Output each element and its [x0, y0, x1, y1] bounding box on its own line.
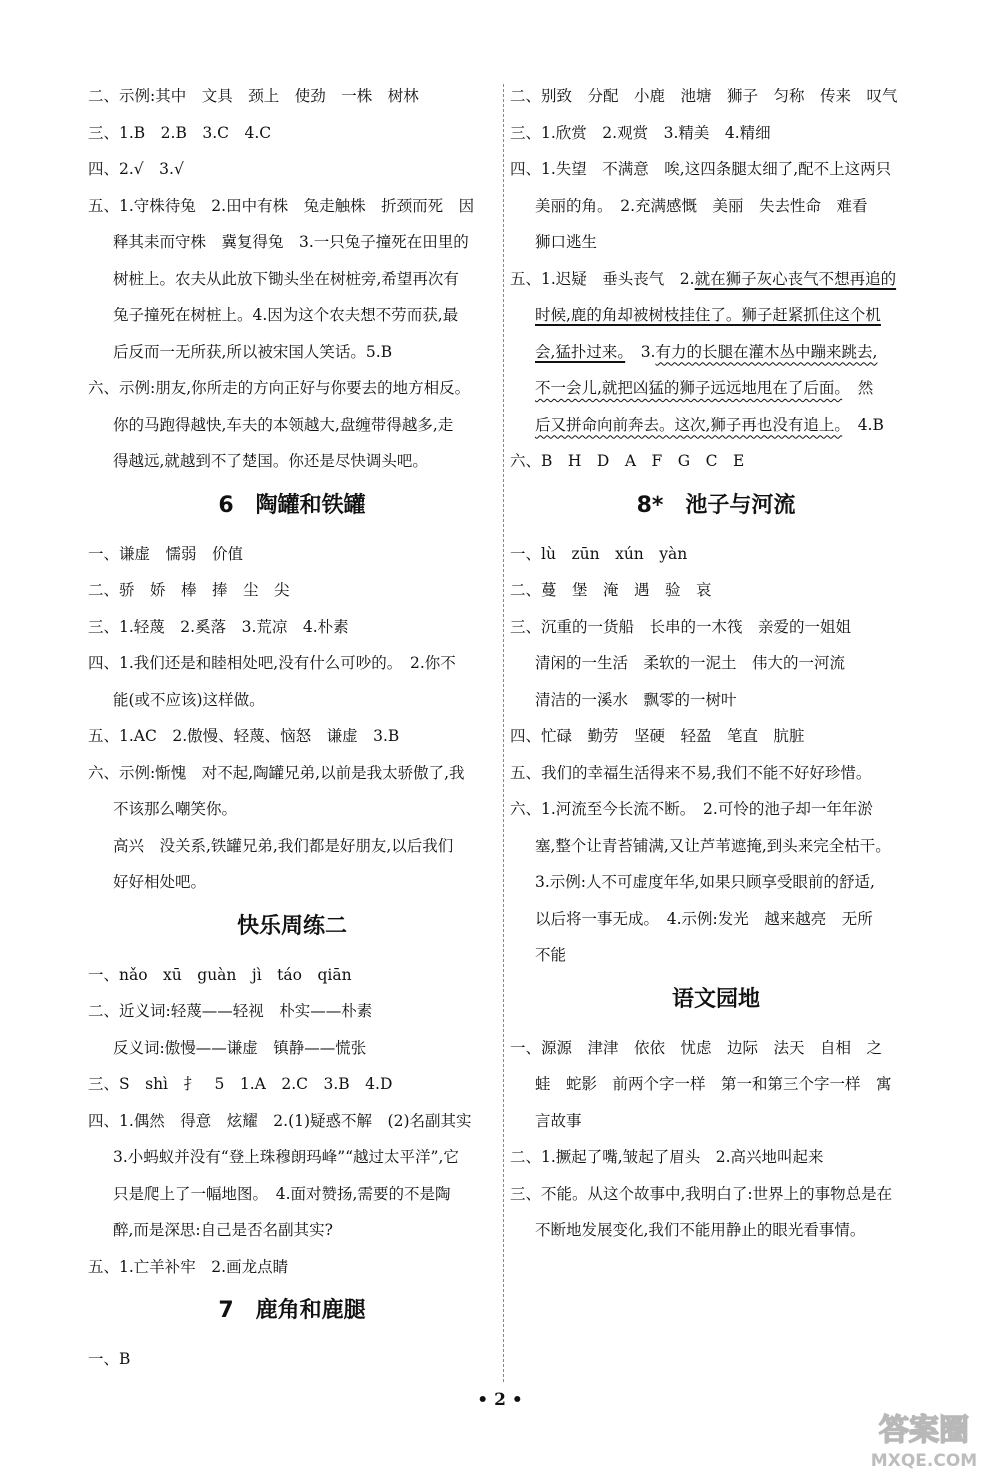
answer-text: 五、1.迟疑 垂头丧气 2. — [510, 269, 695, 288]
watermark-text: 答案圈 — [879, 1413, 969, 1448]
answer-line: 二、1.撅起了嘴,皱起了眉头 2.高兴地叫起来 — [510, 1148, 824, 1166]
answer-line: 四、1.我们还是和睦相处吧,没有什么可吵的。 2.你不 — [88, 654, 456, 672]
answer-line: 美丽的角。 2.充满感慨 美丽 失去性命 难看 — [535, 196, 868, 215]
answer-line: 释其耒而守株 冀复得兔 3.一只兔子撞死在田里的 — [113, 233, 469, 251]
answer-line: 三、1.B 2.B 3.C 4.C — [88, 123, 272, 142]
answer-line: 二、示例:其中 文具 颈上 使劲 一株 树林 — [88, 87, 419, 105]
underlined-text: 时候,鹿的角却被树枝挂住了。狮子赶紧抓住这个机 — [535, 306, 881, 324]
underlined-text: 就在狮子灰心丧气不想再追的 — [694, 269, 897, 288]
answer-line: 只是爬上了一幅地图。 4.面对赞扬,需要的不是陶 — [113, 1184, 451, 1203]
section-heading: 6 陶罐和铁罐 — [218, 492, 366, 518]
answer-line: 六、1.河流至今长流不断。 2.可怜的池子却一年年淤 — [510, 800, 873, 818]
column-divider — [503, 84, 504, 1382]
answer-line: 言故事 — [535, 1111, 582, 1130]
page-number: • 2 • — [477, 1390, 523, 1410]
answer-line: 一、谦虚 懦弱 价值 — [88, 544, 244, 563]
answer-line: 不断地发展变化,我们不能用静止的眼光看事情。 — [535, 1221, 866, 1239]
answer-line: 好好相处吧。 — [113, 873, 207, 891]
section-heading: 8* 池子与河流 — [636, 492, 796, 518]
answer-text: 4.B — [842, 415, 884, 434]
answer-text: 3. — [625, 342, 656, 361]
watermark-logo — [854, 1406, 994, 1472]
answer-line: 二、蔓 堡 淹 遇 验 哀 — [510, 581, 712, 599]
answer-line: 五、1.守株待兔 2.田中有株 兔走触株 折颈而死 因 — [88, 196, 475, 215]
answer-line — [510, 370, 922, 407]
answer-line — [510, 297, 922, 334]
answer-line: 一、nǎo xū guàn jì táo qiān — [88, 965, 352, 984]
wavy-underlined-text: 后又拼命向前奔去。这次,狮子再也没有追上。 — [535, 415, 843, 434]
answer-line: 二、近义词:轻蔑——轻视 朴实——朴素 — [88, 1002, 373, 1020]
answer-line: 二、骄 娇 棒 捧 尘 尖 — [88, 581, 290, 599]
answer-line: 二、别致 分配 小鹿 池塘 狮子 匀称 传来 叹气 — [510, 87, 898, 105]
answer-line — [510, 334, 922, 371]
underlined-text: 会,猛扑过来。 — [535, 342, 626, 361]
answer-text: 然 — [842, 379, 874, 397]
answer-line: 清闲的一生活 柔软的一泥土 伟大的一河流 — [535, 654, 846, 672]
answer-line: 五、1.AC 2.傲慢、轻蔑、恼怒 谦虚 3.B — [88, 727, 400, 745]
answer-line: 四、忙碌 勤劳 坚硬 轻盈 笔直 肮脏 — [510, 727, 805, 745]
wavy-underlined-text: 有力的长腿在灌木丛中蹦来跳去, — [655, 342, 878, 361]
answer-line: 六、B H D A F G C E — [510, 452, 745, 470]
answer-line: 狮口逃生 — [535, 233, 598, 251]
answer-line: 蛙 蛇影 前两个字一样 第一和第三个字一样 寓 — [535, 1075, 892, 1093]
answer-line: 一、源源 津津 依依 忧虑 边际 法天 自相 之 — [510, 1038, 883, 1057]
answer-line: 不该那么嘲笑你。 — [113, 800, 238, 818]
answer-line: 3.小蚂蚁并没有“登上珠穆朗玛峰”“越过太平洋”,它 — [113, 1148, 459, 1166]
answer-line: 不能 — [535, 946, 567, 964]
answer-line: 三、不能。从这个故事中,我明白了:世界上的事物总是在 — [510, 1184, 893, 1203]
answer-line: 树桩上。农夫从此放下锄头坐在树桩旁,希望再次有 — [113, 269, 459, 288]
answer-line: 醉,而是深思:自己是否名副其实? — [113, 1221, 333, 1239]
answer-line: 三、S shì 扌 5 1.A 2.C 3.B 4.D — [88, 1075, 393, 1093]
answer-line: 五、1.亡羊补牢 2.画龙点睛 — [88, 1257, 289, 1276]
answer-line: 你的马跑得越快,车夫的本领越大,盘缠带得越多,走 — [113, 415, 454, 434]
section-heading: 语文园地 — [671, 986, 760, 1012]
answer-line: 五、我们的幸福生活得来不易,我们不能不好好珍惜。 — [510, 763, 872, 782]
answer-line — [510, 261, 922, 298]
answer-line: 3.示例:人不可虚度年华,如果只顾享受眼前的舒适, — [535, 873, 875, 891]
answer-line: 四、1.偶然 得意 炫耀 2.(1)疑惑不解 (2)名副其实 — [88, 1111, 472, 1130]
answer-line: 四、2.√ 3.√ — [88, 160, 184, 178]
answer-line: 兔子撞死在树桩上。4.因为这个农夫想不劳而获,最 — [113, 306, 459, 324]
left-column — [88, 78, 496, 1378]
answer-line: 六、示例:惭愧 对不起,陶罐兄弟,以前是我太骄傲了,我 — [88, 763, 465, 782]
wavy-underlined-text: 不一会儿,就把凶猛的狮子远远地甩在了后面。 — [535, 379, 843, 397]
section-heading: 快乐周练二 — [236, 913, 347, 939]
answer-line: 六、示例:朋友,你所走的方向正好与你要去的地方相反。 — [88, 379, 471, 397]
answer-line: 得越远,就越到不了楚国。你还是尽快调头吧。 — [113, 452, 428, 470]
answer-line: 一、B — [88, 1350, 131, 1368]
answer-line: 塞,整个让青苔铺满,又让芦苇遮掩,到头来完全枯干。 — [535, 836, 891, 855]
answer-line: 清洁的一溪水 飘零的一树叶 — [535, 690, 737, 709]
answer-line: 一、lù zūn xún yàn — [510, 544, 688, 563]
answer-line: 能(或不应该)这样做。 — [113, 690, 265, 709]
answer-line: 以后将一事无成。 4.示例:发光 越来越亮 无所 — [535, 909, 873, 928]
answer-line — [510, 407, 922, 444]
answer-line: 四、1.失望 不满意 唉,这四条腿太细了,配不上这两只 — [510, 160, 892, 178]
answer-line: 三、1.欣赏 2.观赏 3.精美 4.精细 — [510, 123, 771, 142]
answer-line: 后反而一无所获,所以被宋国人笑话。5.B — [113, 342, 393, 361]
answer-line: 三、1.轻蔑 2.奚落 3.荒凉 4.朴素 — [88, 617, 349, 636]
answer-line: 反义词:傲慢——谦虚 镇静——慌张 — [113, 1038, 367, 1057]
watermark-url: MXQE.COM — [870, 1451, 978, 1471]
section-heading: 7 鹿角和鹿腿 — [218, 1298, 366, 1323]
answer-line: 三、沉重的一货船 长串的一木筏 亲爱的一姐姐 — [510, 617, 852, 636]
answer-line: 高兴 没关系,铁罐兄弟,我们都是好朋友,以后我们 — [113, 836, 454, 855]
right-column — [510, 78, 922, 1249]
